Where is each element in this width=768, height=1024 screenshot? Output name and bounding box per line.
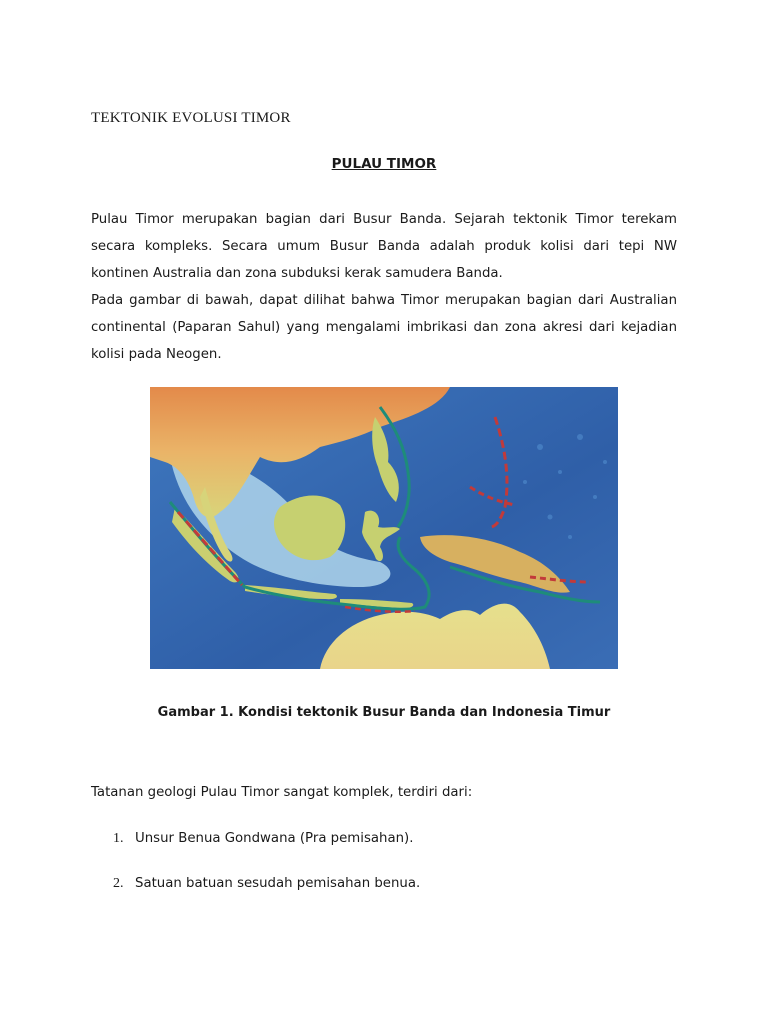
list-item-number: 1. <box>113 831 124 846</box>
document-title: TEKTONIK EVOLUSI TIMOR <box>91 110 291 126</box>
tectonic-map-figure <box>150 387 618 669</box>
list-item <box>113 831 413 847</box>
list-item <box>113 876 420 892</box>
figure-caption: Gambar 1. Kondisi tektonik Busur Banda dan Indonesia Timur <box>157 705 611 720</box>
tectonic-map-image <box>150 387 618 669</box>
list-item-text: Satuan batuan sesudah pemisahan benua. <box>135 876 421 891</box>
section-title: PULAU TIMOR <box>331 156 437 172</box>
list-intro: Tatanan geologi Pulau Timor sangat komplek, terdiri dari: <box>91 785 473 800</box>
paragraph-1: Pulau Timor merupakan bagian dari Busur Banda. Sejarah tektonik Timor terekam secara kompleks. Secara umum Busur Banda adalah produk kolisi dari tepi NW kontinen Australia dan zona subduksi kerak samudera Banda. <box>91 212 677 281</box>
list-item-text: Unsur Benua Gondwana (Pra pemisahan). <box>135 831 414 846</box>
list-item-number: 2. <box>113 876 124 891</box>
paragraph-2: Pada gambar di bawah, dapat dilihat bahwa Timor merupakan bagian dari Australian continental (Paparan Sahul) yang mengalami imbrikasi dan zona akresi dari kejadian kolisi pada Neogen. <box>91 293 677 362</box>
